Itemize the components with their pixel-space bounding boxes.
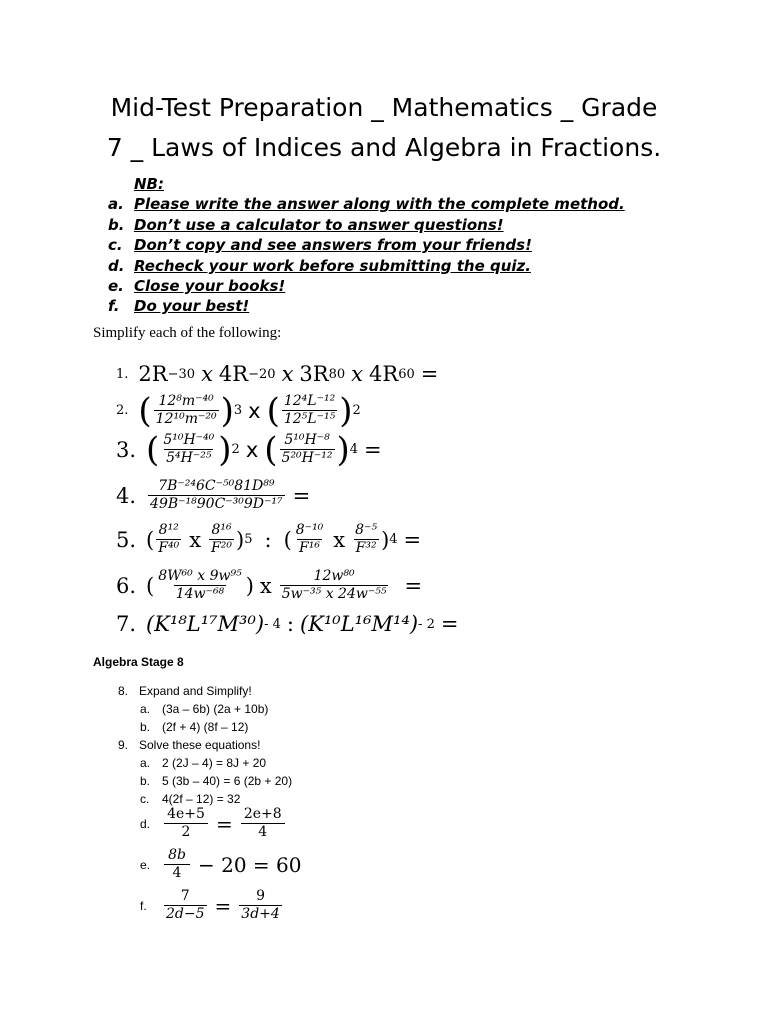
fraction bbox=[209, 522, 234, 557]
operator: x bbox=[281, 362, 294, 386]
paren: ) bbox=[218, 429, 232, 470]
item-label: a. bbox=[140, 756, 151, 770]
denominator: 49B⁻¹⁸90C⁻³⁰9D⁻¹⁷ bbox=[150, 496, 283, 512]
numerator: 8W⁶⁰ x 9w⁹⁵ bbox=[158, 568, 242, 584]
operator: x bbox=[248, 398, 261, 423]
question-number: 3. bbox=[116, 437, 137, 462]
equals: = bbox=[364, 437, 382, 462]
fraction bbox=[154, 393, 219, 428]
question-1 bbox=[116, 362, 444, 386]
numerator: 8b bbox=[168, 847, 186, 863]
base: (K¹⁸L¹⁷M³⁰) bbox=[146, 612, 265, 636]
numerator: 12⁸m⁻⁴⁰ bbox=[158, 393, 214, 409]
question-5 bbox=[116, 522, 427, 557]
denominator: 5w⁻³⁵ x 24w⁻⁵⁵ bbox=[281, 586, 387, 602]
item-text: 2 (2J – 4) = 8J + 20 bbox=[162, 756, 267, 770]
question-number: 9. bbox=[118, 738, 129, 752]
numerator: 7B⁻²⁴6C⁻⁵⁰81D⁸⁹ bbox=[158, 478, 275, 494]
algebra-heading: Algebra Stage 8 bbox=[93, 655, 184, 669]
equals: = bbox=[440, 612, 459, 636]
nb-text: Do your best! bbox=[134, 297, 250, 316]
question-text: Solve these equations! bbox=[139, 738, 261, 752]
operator: x bbox=[245, 437, 259, 462]
algebra-list bbox=[118, 682, 292, 808]
list-item bbox=[118, 718, 292, 736]
nb-text: Don’t use a calculator to answer questions! bbox=[134, 215, 504, 234]
denominator: 4 bbox=[241, 823, 285, 841]
base: (K¹⁰L¹⁶M¹⁴) bbox=[300, 612, 419, 636]
math bbox=[162, 847, 308, 882]
nb-instructions bbox=[108, 174, 625, 317]
colon: : bbox=[286, 612, 294, 636]
fraction bbox=[148, 478, 285, 513]
math bbox=[162, 806, 287, 841]
numerator: 2e+8 bbox=[243, 806, 282, 822]
power: 3 bbox=[233, 403, 243, 418]
paren: ( bbox=[146, 429, 160, 470]
item-text: (2f + 4) (8f – 12) bbox=[162, 720, 249, 734]
numerator: 5¹⁰H⁻⁴⁰ bbox=[163, 432, 215, 448]
item-label: f. bbox=[140, 898, 147, 913]
equation-d bbox=[140, 806, 287, 841]
equals: = bbox=[404, 573, 423, 598]
power: 5 bbox=[244, 532, 253, 547]
question-number: 1. bbox=[116, 366, 129, 382]
nb-label: e. bbox=[108, 277, 124, 296]
equation-rest: − 20 = 60 bbox=[198, 852, 302, 877]
nb-label: b. bbox=[108, 215, 125, 234]
fraction bbox=[156, 522, 181, 557]
fraction bbox=[280, 568, 389, 603]
question-6 bbox=[116, 568, 428, 603]
nb-item bbox=[108, 215, 625, 235]
question-number: 5. bbox=[116, 527, 137, 552]
equals: = bbox=[292, 483, 311, 508]
equation-f bbox=[140, 888, 284, 923]
numerator: 8⁻⁵ bbox=[355, 522, 378, 538]
item-text: 5 (3b – 40) = 6 (2b + 20) bbox=[162, 774, 293, 788]
denominator: F⁴⁰ bbox=[158, 540, 180, 556]
question-8 bbox=[118, 682, 292, 700]
paren: ) bbox=[336, 429, 350, 470]
title-line-2: 7 _ Laws of Indices and Algebra in Fractions. bbox=[106, 133, 662, 162]
exponent: 60 bbox=[398, 366, 415, 382]
numerator: 8⁻¹⁰ bbox=[295, 522, 324, 538]
nb-heading: NB: bbox=[134, 175, 164, 193]
denominator: 2d−5 bbox=[166, 906, 205, 922]
equals: = bbox=[214, 893, 232, 918]
numerator: 8¹² bbox=[158, 522, 179, 538]
exponent: - 2 bbox=[418, 616, 435, 632]
paren: ) bbox=[220, 390, 234, 431]
nb-label: c. bbox=[108, 236, 123, 255]
numerator: 5¹⁰H⁻⁸ bbox=[284, 432, 330, 448]
paren: ( bbox=[146, 573, 155, 598]
equals: = bbox=[403, 527, 422, 552]
fraction bbox=[164, 847, 190, 882]
operator: x bbox=[189, 527, 202, 552]
list-item bbox=[118, 754, 292, 772]
denominator: 4 bbox=[164, 864, 190, 882]
numerator: 12w⁸⁰ bbox=[313, 568, 355, 584]
nb-label: a. bbox=[108, 195, 124, 214]
colon: : bbox=[264, 527, 272, 552]
power: 4 bbox=[389, 532, 398, 547]
denominator: 12¹⁰m⁻²⁰ bbox=[155, 411, 217, 427]
nb-text: Recheck your work before submitting the quiz. bbox=[134, 256, 531, 275]
list-item bbox=[118, 772, 292, 790]
question-number: 7. bbox=[116, 612, 137, 636]
nb-label: d. bbox=[108, 256, 125, 275]
denominator: 2 bbox=[164, 823, 208, 841]
item-text: (3a – 6b) (2a + 10b) bbox=[162, 702, 269, 716]
numerator: 9 bbox=[256, 888, 265, 904]
question-2 bbox=[116, 390, 361, 431]
page-title bbox=[0, 88, 768, 168]
paren: ) bbox=[339, 390, 353, 431]
fraction bbox=[282, 393, 337, 428]
fraction bbox=[239, 888, 282, 923]
fraction bbox=[294, 522, 326, 557]
item-label: a. bbox=[140, 702, 151, 716]
term: 4R bbox=[369, 362, 399, 386]
exponent: - 4 bbox=[264, 616, 281, 632]
question-4 bbox=[116, 478, 316, 513]
math bbox=[162, 888, 284, 923]
item-label: d. bbox=[140, 816, 151, 831]
term: 3R bbox=[299, 362, 329, 386]
numerator: 7 bbox=[180, 888, 190, 904]
operator: x bbox=[259, 573, 272, 598]
power: 2 bbox=[231, 442, 240, 457]
nb-label: f. bbox=[108, 297, 120, 316]
paren: ( bbox=[266, 390, 280, 431]
question-number: 6. bbox=[116, 573, 137, 598]
exponent: −30 bbox=[167, 366, 196, 382]
denominator: 5⁴H⁻²⁵ bbox=[166, 450, 212, 466]
intro-text: Simplify each of the following: bbox=[93, 325, 282, 341]
paren: ) bbox=[245, 573, 254, 598]
question-number: 2. bbox=[116, 403, 129, 418]
exponent: −20 bbox=[248, 366, 276, 382]
power: 2 bbox=[352, 403, 361, 418]
paren: ) bbox=[381, 527, 390, 552]
denominator: 3d+4 bbox=[241, 906, 280, 922]
numerator: 4e+5 bbox=[167, 806, 205, 822]
paren: ( bbox=[283, 527, 292, 552]
question-9 bbox=[118, 736, 292, 754]
exponent: 80 bbox=[328, 366, 346, 382]
question-3 bbox=[116, 429, 388, 470]
question-number: 8. bbox=[118, 684, 129, 698]
question-text: Expand and Simplify! bbox=[139, 684, 252, 698]
fraction bbox=[241, 806, 285, 841]
list-item bbox=[118, 700, 292, 718]
question-number: 4. bbox=[116, 483, 137, 508]
denominator: F²⁰ bbox=[211, 540, 232, 556]
item-label: e. bbox=[140, 857, 151, 872]
power: 4 bbox=[349, 442, 359, 457]
term: 4R bbox=[218, 362, 249, 386]
equals: = bbox=[420, 362, 439, 386]
nb-text: Close your books! bbox=[134, 277, 286, 296]
numerator: 12⁴L⁻¹² bbox=[283, 393, 336, 409]
fraction bbox=[164, 888, 207, 923]
equals: = bbox=[216, 811, 233, 836]
fraction bbox=[353, 522, 379, 557]
operator: x bbox=[333, 527, 346, 552]
denominator: 12⁵L⁻¹⁵ bbox=[283, 411, 336, 427]
denominator: F³² bbox=[355, 540, 377, 556]
item-text: 4(2f – 12) = 32 bbox=[162, 792, 241, 806]
item-label: b. bbox=[140, 774, 151, 788]
item-label: b. bbox=[140, 720, 151, 734]
denominator: F¹⁶ bbox=[299, 540, 320, 556]
paren: ( bbox=[146, 527, 155, 552]
fraction bbox=[156, 568, 243, 603]
nb-text: Don’t copy and see answers from your friends! bbox=[134, 236, 532, 255]
item-label: c. bbox=[140, 792, 150, 806]
nb-item bbox=[108, 296, 625, 316]
paren: ) bbox=[236, 527, 245, 552]
numerator: 8¹⁶ bbox=[211, 522, 232, 538]
nb-text: Please write the answer along with the complete method. bbox=[134, 195, 625, 214]
nb-item bbox=[108, 256, 625, 276]
nb-item bbox=[108, 235, 625, 255]
operator: x bbox=[351, 362, 363, 386]
fraction bbox=[280, 432, 335, 467]
equation-e bbox=[140, 847, 308, 882]
paren: ( bbox=[138, 390, 152, 431]
fraction bbox=[164, 806, 208, 841]
paren: ( bbox=[264, 429, 278, 470]
fraction bbox=[161, 432, 216, 467]
operator: x bbox=[201, 362, 213, 386]
nb-item bbox=[108, 194, 625, 214]
title-line-1: Mid-Test Preparation _ Mathematics _ Grade bbox=[110, 93, 658, 122]
denominator: 5²⁰H⁻¹² bbox=[281, 450, 333, 466]
term: 2R bbox=[138, 362, 168, 386]
nb-item bbox=[108, 276, 625, 296]
question-7 bbox=[116, 612, 464, 636]
denominator: 14w⁻⁶⁸ bbox=[175, 586, 225, 602]
